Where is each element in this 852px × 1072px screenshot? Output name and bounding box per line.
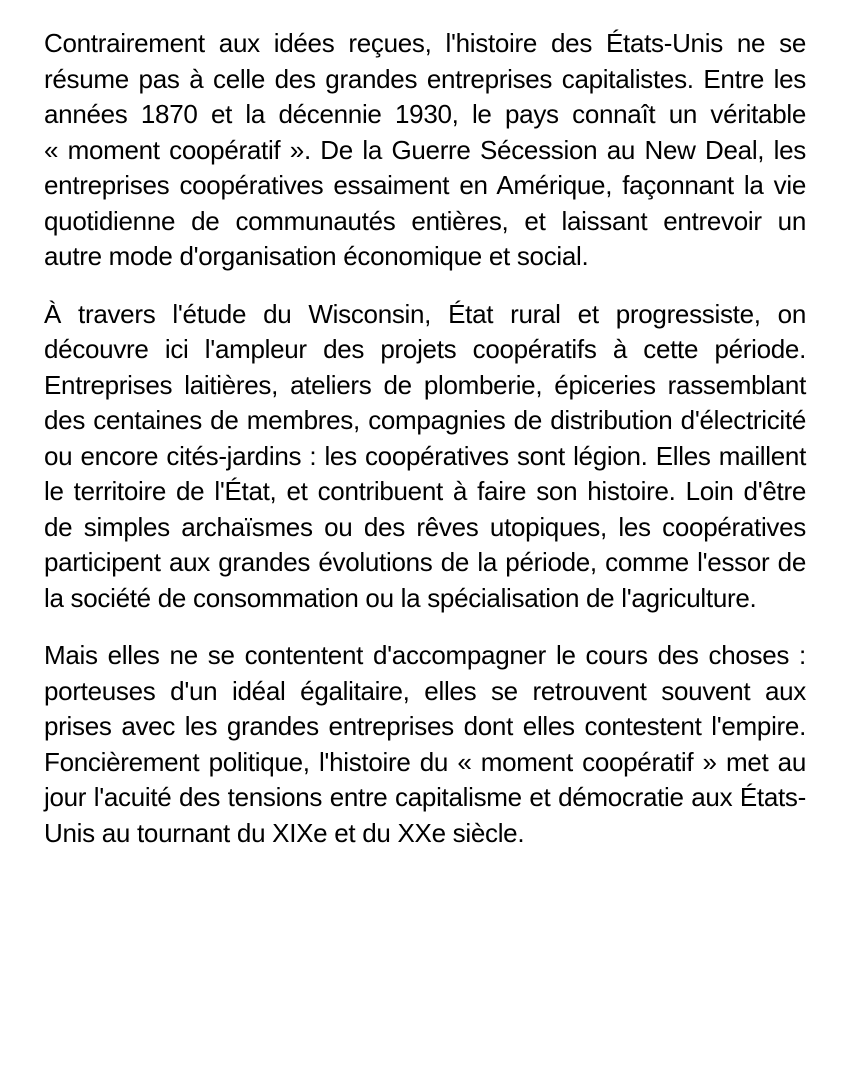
paragraph-1: Contrairement aux idées reçues, l'histoire des États-Unis ne se résume pas à celle des grandes entreprises capitalistes. Entre les années 1870 et la décennie 1930, le pays connaît un véritable « moment coopératif ». De la Guerre Sécession au New Deal, les entreprises coopératives essaiment en Amérique, façonnant la vie quotidienne de communautés entières, et laissant entrevoir un autre mode d'organisation économique et social.	[44, 28, 806, 271]
paragraph-3: Mais elles ne se contentent d'accompagner le cours des choses : porteuses d'un idéal égalitaire, elles se retrouvent souvent aux prises avec les grandes entreprises dont elles contestent l'empire. Foncièrement politique, l'histoire du « moment coopératif » met au jour l'acuité des tensions entre capitalisme et démocratie aux États-Unis au tournant du XIXe et du XXe siècle.	[44, 640, 806, 848]
paragraph-2: À travers l'étude du Wisconsin, État rural et progressiste, on découvre ici l'ampleur des projets coopératifs à cette période. Entreprises laitières, ateliers de plomberie, épiceries rassemblant des centaines de membres, compagnies de distribution d'électricité ou encore cités-jardins : les coopératives sont légion. Elles maillent le territoire de l'État, et contribuent à faire son histoire. Loin d'être de simples archaïsmes ou des rêves utopiques, les coopératives participent aux grandes évolutions de la période, comme l'essor de la société de consommation ou la spécialisation de l'agriculture.	[44, 298, 806, 613]
